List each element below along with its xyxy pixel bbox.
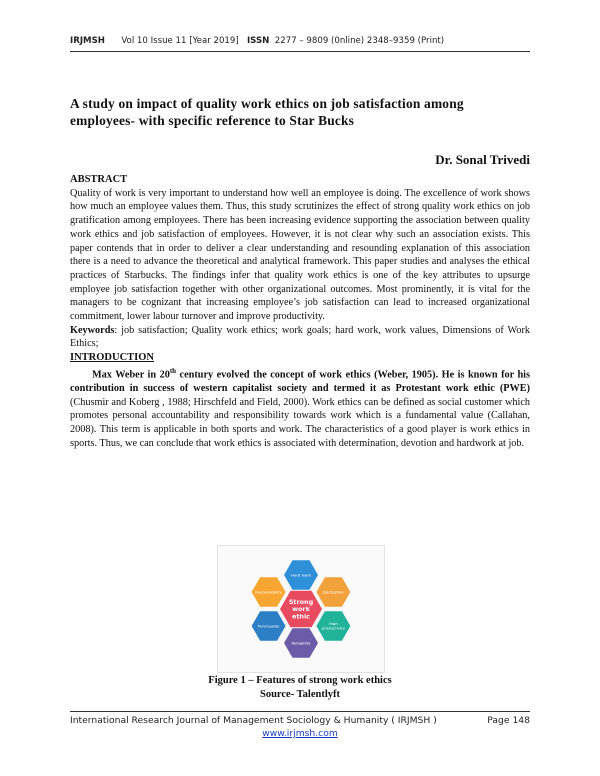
work-ethic-hexagon-diagram — [218, 546, 384, 672]
feature-hexagon-label: Responsibility — [255, 589, 283, 595]
keywords-text: : job satisfaction; Quality work ethics; work goals; hard work, work values, Dimensions of Work Ethics; — [70, 324, 530, 350]
running-header — [70, 36, 535, 46]
abstract-heading: ABSTRACT — [70, 174, 128, 185]
header-rule — [70, 51, 530, 52]
feature-hexagon-label: Dedication — [322, 589, 344, 595]
introduction-paragraph — [70, 365, 530, 451]
feature-hexagon-label: Hard work — [291, 572, 311, 578]
center-hexagon-label: Strong work ethic — [288, 597, 314, 621]
page-number: Page 148 — [487, 715, 530, 726]
footer-rule — [70, 711, 530, 712]
author-name: Dr. Sonal Trivedi — [435, 152, 530, 167]
page-footer — [70, 714, 530, 740]
website-link[interactable]: www.irjmsh.com — [262, 728, 338, 739]
paper-title: A study on impact of quality work ethics on job satisfaction among employees- with specific reference to Star Bucks — [70, 96, 464, 128]
figure-image — [217, 545, 385, 673]
journal-abbrev: IRJMSH — [70, 36, 105, 46]
keywords-line — [70, 324, 530, 351]
issn-label: ISSN — [246, 36, 270, 46]
intro-rest: (Chusmir and Koberg , 1988; Hirschfeld and Field, 2000). Work ethics can be defined as social customer which promotes personal accountability and responsibility towards work which is a fundamental value (Callahan, 2008). This term is applicable in both sports and work. The characteristics of a good player is work ethics in sports. Thus, we can conclude that work ethics is associated with determination, devotion and hardwork at job. — [70, 396, 530, 449]
intro-bold-a: Max Weber in 20 — [92, 369, 170, 381]
intro-superscript: th — [169, 366, 177, 375]
abstract-text: Quality of work is very important to understand how well an employee is doing. The excellence of work shows how much an employee values them. Thus, this study scrutinizes the effect of strong quality work ethics on job gratification among employees. There has been increasing evidence supporting the association between quality work ethics and job satisfaction of employees. However, it is not clear why such an association exists. This paper contends that in order to deliver a clear understanding and resounding explanation of this association there is a need to advance the theoretical and analytical framework. This paper studies and analyses the ethical practices of Starbucks. The findings infer that quality work ethics is one of the key attributes to upsurge employee job satisfaction together with other organizational outcomes. Most prominently, it is vital for the managers to be cognizant that increasing employee’s job satisfaction can lead to increased organizational commitment, lower labour turnover and improve productivity. — [70, 187, 530, 323]
footer-journal: International Research Journal of Management Sociology & Humanity ( IRJMSH ) — [70, 715, 437, 726]
keywords-label: Keywords — [70, 324, 115, 336]
figure-source: Source- Talentlyft — [259, 688, 341, 700]
issn-numbers: 2277 – 9809 (0nline) 2348–9359 (Print) — [274, 36, 445, 46]
volume-info: Vol 10 Issue 11 [Year 2019] — [121, 36, 239, 46]
intro-bold-b: century evolved the concept of work ethics (Weber, 1905). He is known for his contribution in success of western capitalist society and termed it as Protestant work ethic (PWE) — [70, 369, 530, 394]
figure-caption: Figure 1 – Features of strong work ethics — [208, 675, 392, 686]
feature-hexagon-label: Punctuality — [257, 623, 280, 629]
figure-caption-block — [70, 674, 530, 701]
feature-hexagon-label: High productivity — [321, 621, 346, 631]
introduction-heading: INTRODUCTION — [70, 352, 155, 364]
body-text — [70, 173, 530, 450]
feature-hexagon-label: Reliability — [291, 640, 311, 646]
